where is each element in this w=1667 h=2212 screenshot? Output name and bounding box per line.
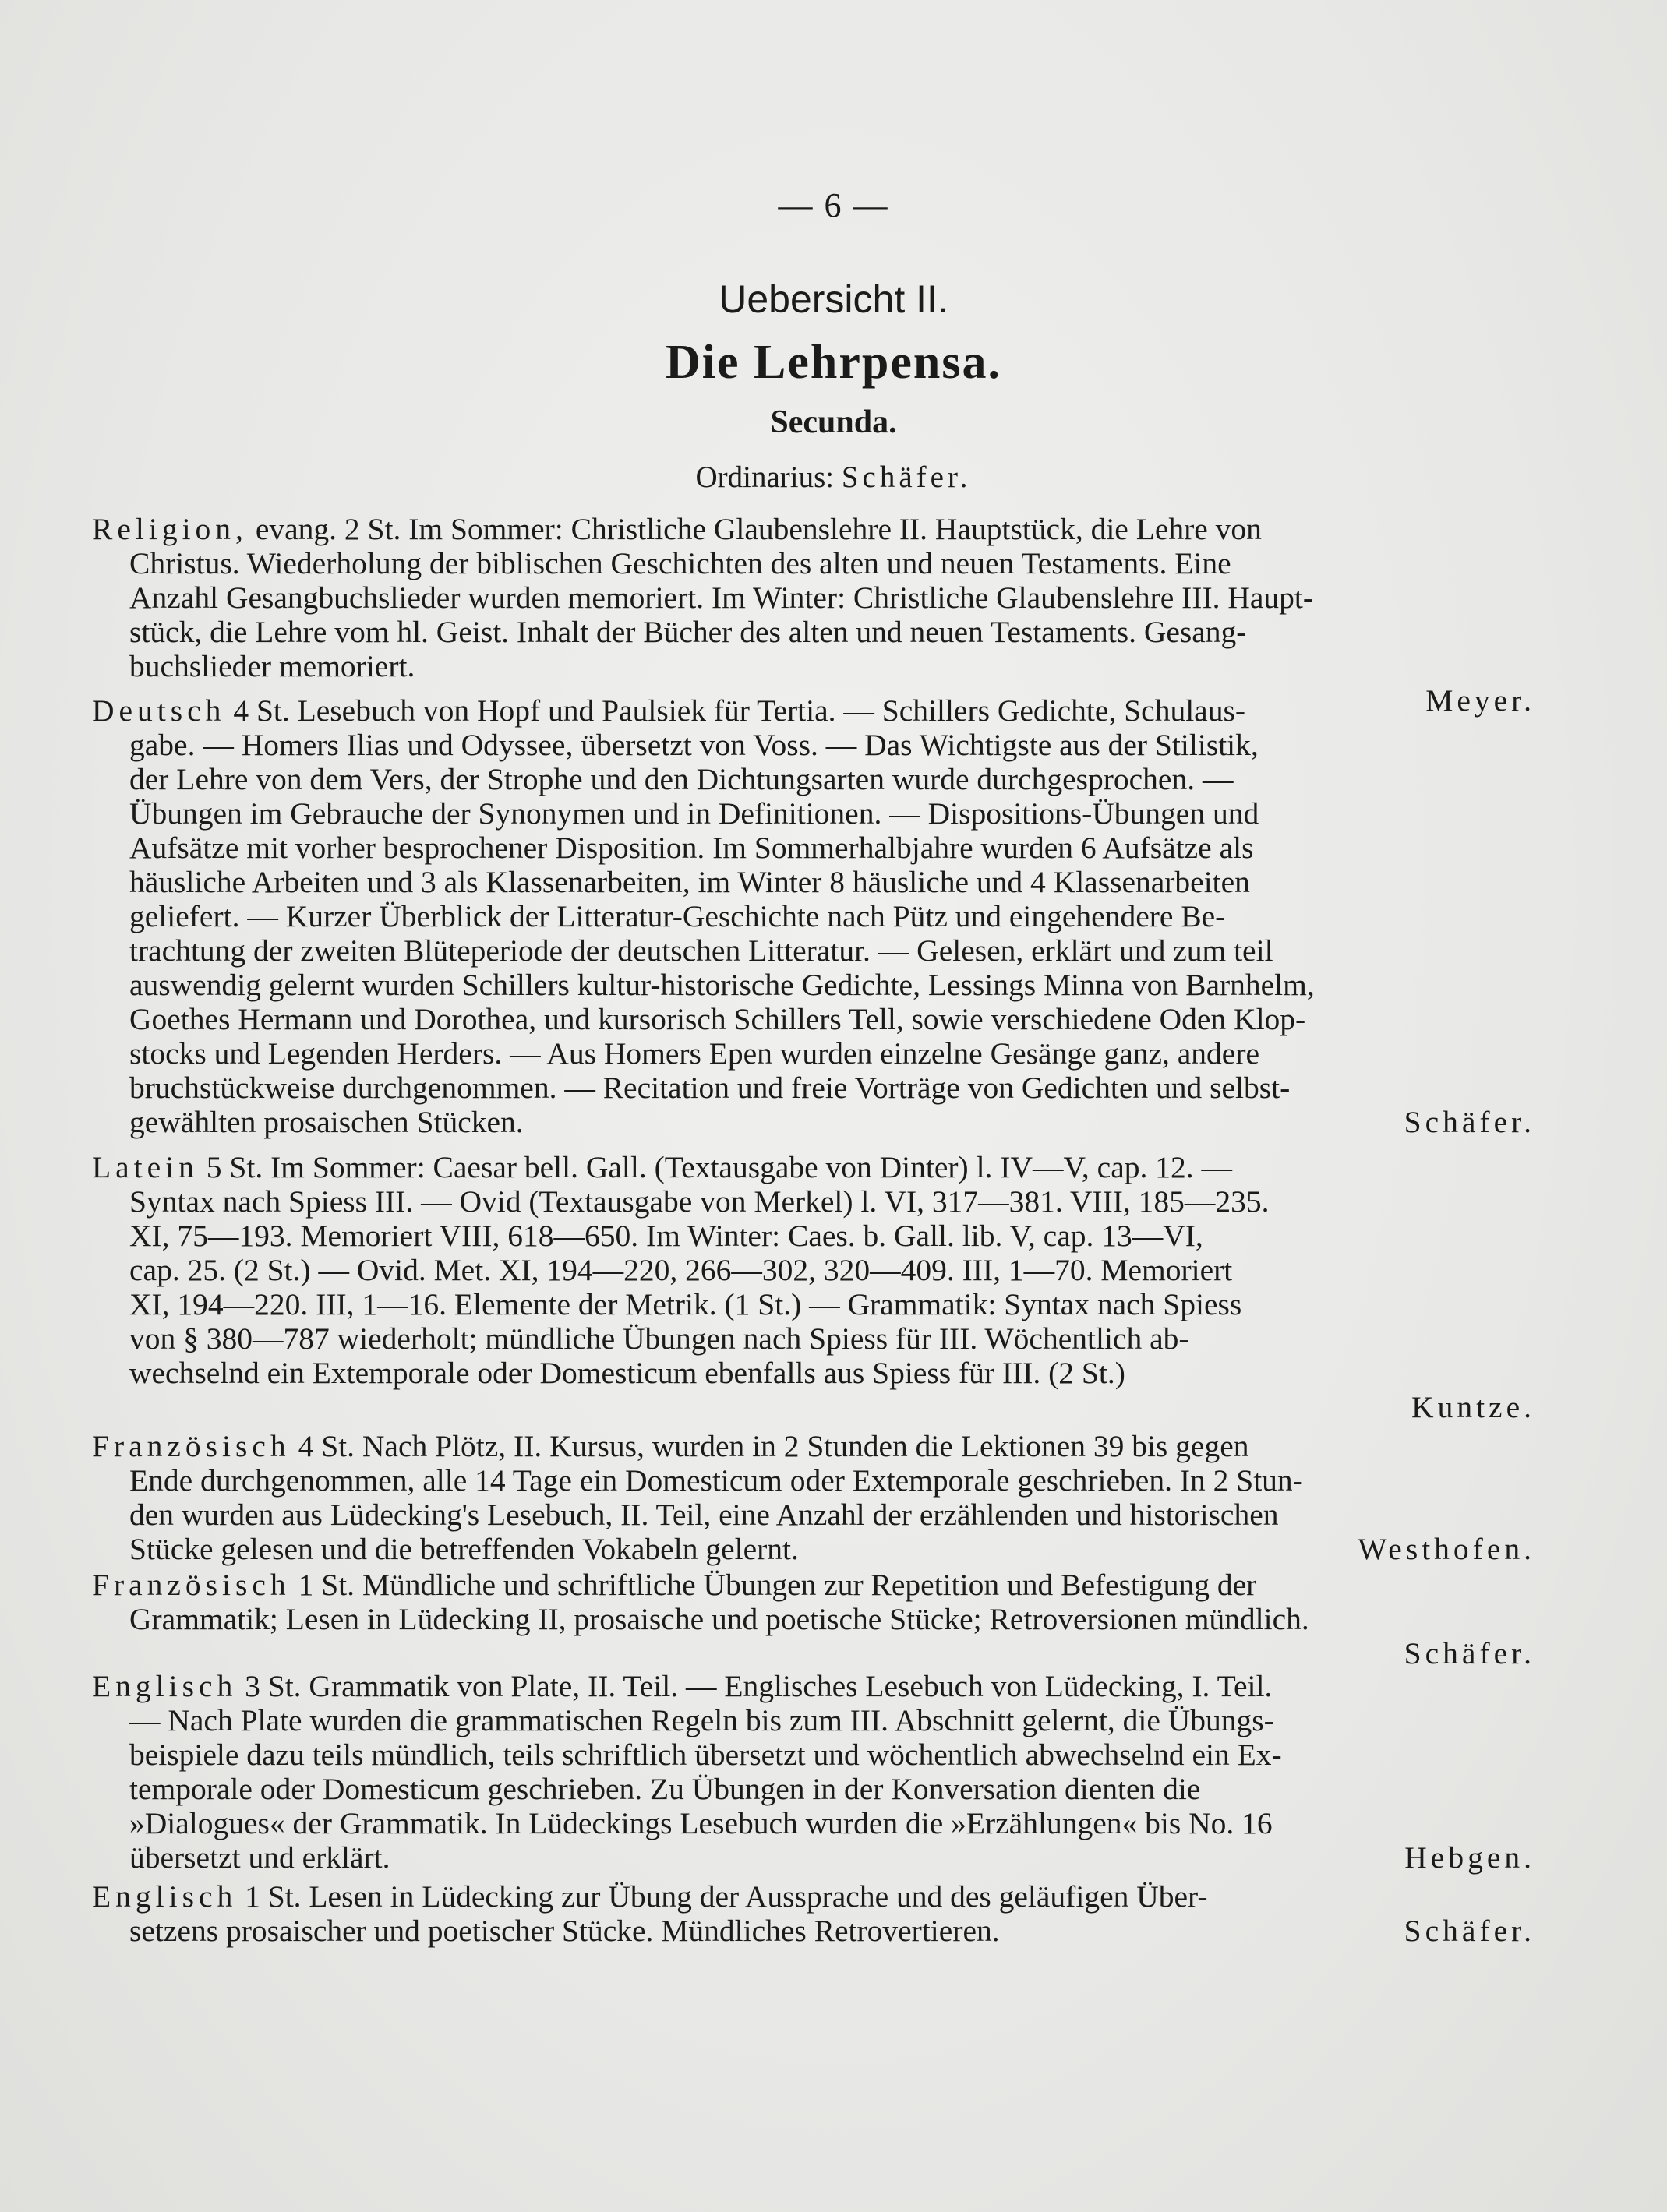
subject-line: »Dialogues« der Grammatik. In Lüdeckings Lesebuch wurden die »Erzählungen« bis No. 16 [129, 1806, 1273, 1840]
subject-line: gewählten prosaischen Stücken. Schäfer. [92, 1105, 1543, 1139]
teacher-name: Schäfer. [1404, 1636, 1535, 1670]
subject-name: Englisch [92, 1669, 238, 1703]
subject-line: Anzahl Gesangbuchslieder wurden memoriert. Im Winter: Christliche Glaubenslehre III. Haupt- [129, 580, 1314, 615]
subject-line: Ende durchgenommen, alle 14 Tage ein Domesticum oder Extemporale geschrieben. In 2 Stun- [129, 1463, 1303, 1498]
subject-latein [92, 1150, 1543, 1424]
subject-line: Goethes Hermann und Dorothea, und kursorisch Schillers Tell, sowie verschiedene Oden Klop- [129, 1002, 1306, 1036]
subject-englisch-1 [92, 1879, 1543, 1948]
subject-line: setzens prosaischer und poetischer Stücke. Mündliches Retrovertieren. Schäfer. [92, 1914, 1543, 1948]
teacher-name: Meyer. [1425, 683, 1535, 718]
teacher-name: Westhofen. [1358, 1532, 1535, 1566]
subject-franzoesisch-4 [92, 1429, 1543, 1566]
page-number: — 6 — [778, 186, 889, 224]
subject-line: gabe. — Homers Ilias und Odyssee, übersetzt von Voss. — Das Wichtigste aus der Stilistik, [129, 728, 1259, 762]
subject-line: Grammatik; Lesen in Lüdecking II, prosaische und poetische Stücke; Retroversionen mündlich. [129, 1602, 1309, 1636]
subject-line: Englisch 3 St. Grammatik von Plate, II. Teil. — Englisches Lesebuch von Lüdecking, I. Teil. [92, 1669, 1273, 1703]
subject-line: beispiele dazu teils mündlich, teils schriftlich übersetzt und wöchentlich abwechselnd ein Ex- [129, 1737, 1282, 1772]
subject-deutsch [92, 693, 1543, 1139]
subject-line: den wurden aus Lüdecking's Lesebuch, II. Teil, eine Anzahl der erzählenden und historischen [129, 1498, 1279, 1532]
subject-name: Französisch [92, 1429, 291, 1463]
class-heading: Secunda. [770, 404, 897, 440]
subject-franzoesisch-1 [92, 1568, 1543, 1670]
subject-line: cap. 25. (2 St.) — Ovid. Met. XI, 194—220, 266—302, 320—409. III, 1—70. Memoriert [129, 1253, 1233, 1287]
subject-religion [92, 512, 1543, 718]
subject-line: auswendig gelernt wurden Schillers kultur-historische Gedichte, Lessings Minna von Barnhelm, [129, 968, 1315, 1002]
subject-line: wechselnd ein Extemporale oder Domesticum ebenfalls aus Spiess für III. (2 St.) [129, 1356, 1125, 1390]
subject-line: Stücke gelesen und die betreffenden Vokabeln gelernt. Westhofen. [92, 1532, 1543, 1566]
subject-line: Französisch 4 St. Nach Plötz, II. Kursus, wurden in 2 Stunden die Lektionen 39 bis gegen [92, 1429, 1249, 1463]
ordinarius-label: Ordinarius: [695, 460, 835, 494]
subject-line: Übungen im Gebrauche der Synonymen und in Definitionen. — Dispositions-Übungen und [129, 796, 1259, 831]
subject-line: stocks und Legenden Herders. — Aus Homers Epen wurden einzelne Gesänge ganz, andere [129, 1036, 1260, 1071]
ordinarius-line [0, 460, 1667, 495]
subject-line: Latein 5 St. Im Sommer: Caesar bell. Gall. (Textausgabe von Dinter) l. IV—V, cap. 12. — [92, 1150, 1232, 1184]
subject-line: XI, 194—220. III, 1—16. Elemente der Metrik. (1 St.) — Grammatik: Syntax nach Spiess [129, 1287, 1242, 1321]
subject-line: stück, die Lehre vom hl. Geist. Inhalt der Bücher des alten und neuen Testaments. Gesang- [129, 615, 1247, 649]
subject-line: buchslieder memoriert. [129, 649, 415, 683]
subject-line: Christus. Wiederholung der biblischen Geschichten des alten und neuen Testaments. Eine [129, 546, 1231, 580]
teacher-name: Hebgen. [1404, 1840, 1535, 1875]
subject-name: Französisch [92, 1568, 291, 1602]
teacher-name: Schäfer. [1404, 1105, 1535, 1139]
page-title: Die Lehrpensa. [666, 336, 1001, 389]
subject-line: Religion, evang. 2 St. Im Sommer: Christliche Glaubenslehre II. Hauptstück, die Lehre von [92, 512, 1262, 546]
subject-name: Religion, [92, 512, 248, 546]
subject-line: geliefert. — Kurzer Überblick der Litteratur-Geschichte nach Pütz und eingehendere Be- [129, 899, 1226, 933]
subject-line: trachtung der zweiten Blüteperiode der deutschen Litteratur. — Gelesen, erklärt und zum teil [129, 933, 1273, 968]
subject-line: — Nach Plate wurden die grammatischen Regeln bis zum III. Abschnitt gelernt, die Übungs- [129, 1703, 1274, 1737]
subject-line: bruchstückweise durchgenommen. — Recitation und freie Vorträge von Gedichten und selbst- [129, 1071, 1291, 1105]
subject-name: Englisch [92, 1879, 238, 1914]
subject-line: XI, 75—193. Memoriert VIII, 618—650. Im Winter: Caes. b. Gall. lib. V, cap. 13—VI, [129, 1219, 1203, 1253]
subject-line: Französisch 1 St. Mündliche und schriftliche Übungen zur Repetition und Befestigung der [92, 1568, 1257, 1602]
subject-line: Englisch 1 St. Lesen in Lüdecking zur Übung der Aussprache und des geläufigen Über- [92, 1879, 1208, 1914]
subject-line: Aufsätze mit vorher besprochener Disposition. Im Sommerhalbjahre wurden 6 Aufsätze als [129, 831, 1254, 865]
subject-line: Deutsch 4 St. Lesebuch von Hopf und Paulsiek für Tertia. — Schillers Gedichte, Schulaus- [92, 693, 1245, 728]
teacher-name: Kuntze. [1411, 1390, 1535, 1424]
subject-englisch-3 [92, 1669, 1543, 1875]
teacher-name: Schäfer. [1404, 1914, 1535, 1948]
overview-heading: Uebersicht II. [719, 277, 948, 321]
subject-line: Syntax nach Spiess III. — Ovid (Textausgabe von Merkel) l. VI, 317—381. VIII, 185—235. [129, 1184, 1270, 1219]
subject-line: der Lehre von dem Vers, der Strophe und den Dichtungsarten wurde durchgesprochen. — [129, 762, 1234, 796]
subject-name: Deutsch [92, 693, 226, 728]
subject-line: häusliche Arbeiten und 3 als Klassenarbeiten, im Winter 8 häusliche und 4 Klassenarbeiten [129, 865, 1250, 899]
subject-line: übersetzt und erklärt. Hebgen. [92, 1840, 1543, 1875]
subject-line: von § 380—787 wiederholt; mündliche Übungen nach Spiess für III. Wöchentlich ab- [129, 1321, 1189, 1356]
subject-name: Latein [92, 1150, 199, 1184]
subject-line: temporale oder Domesticum geschrieben. Zu Übungen in der Konversation dienten die [129, 1772, 1201, 1806]
ordinarius-name: Schäfer. [841, 460, 972, 494]
